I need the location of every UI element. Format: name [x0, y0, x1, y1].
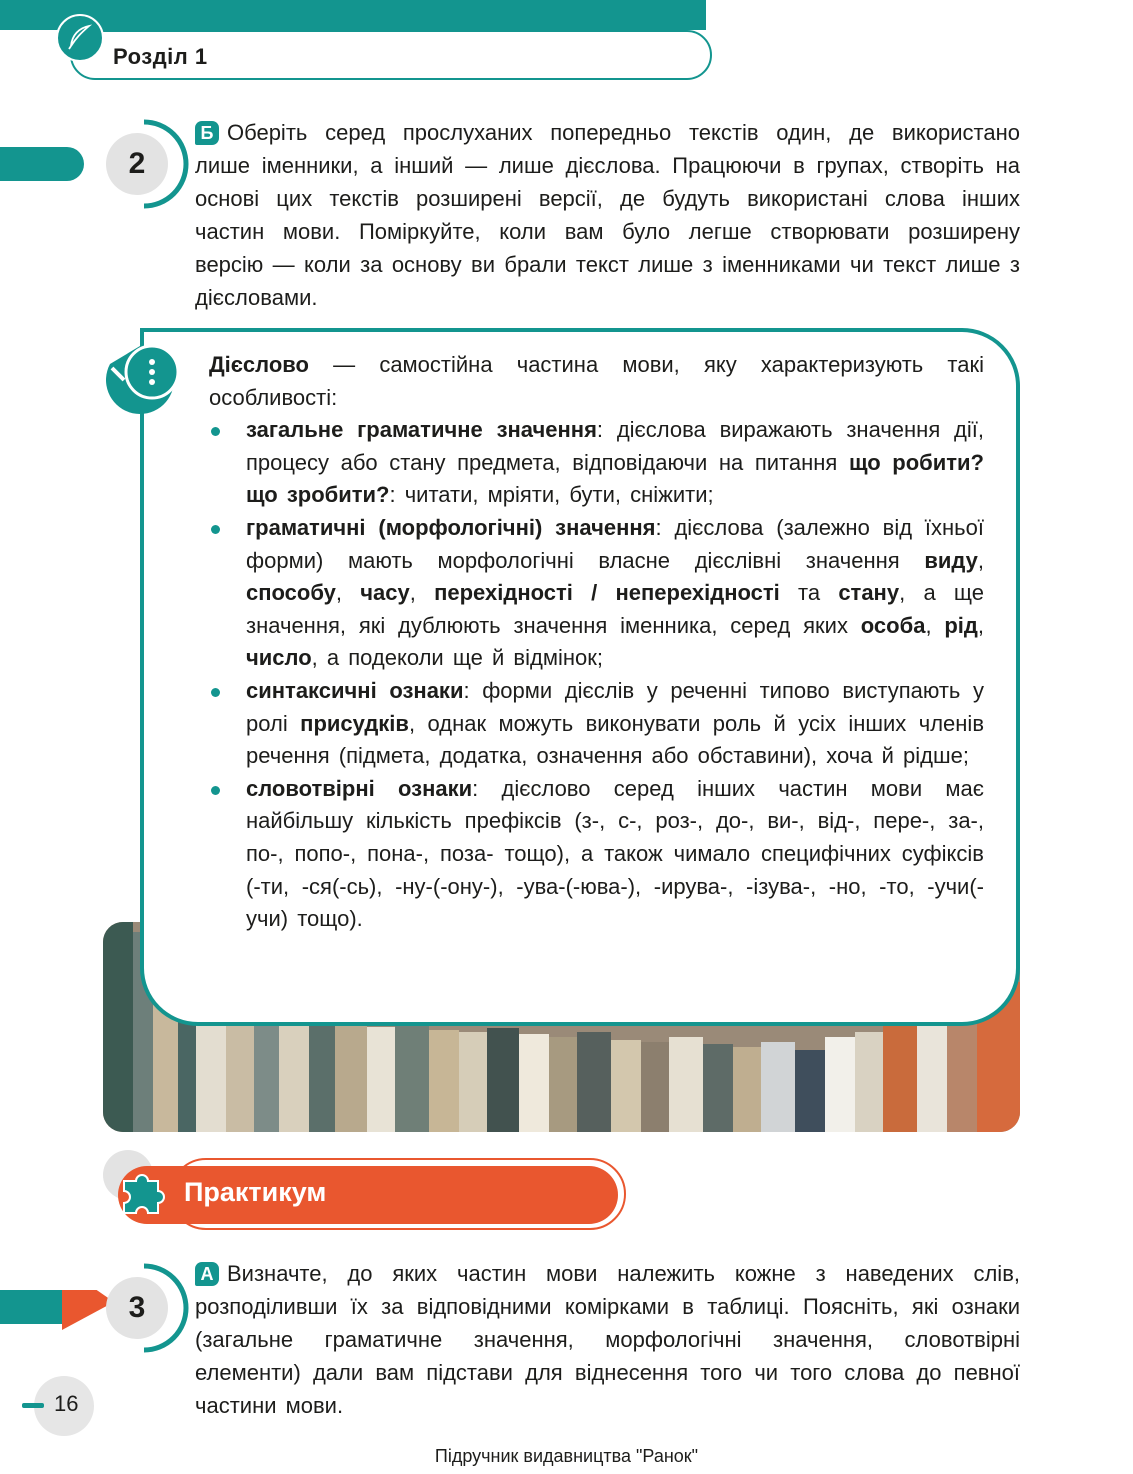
list-item: [209, 512, 984, 675]
item-bold: виду: [924, 547, 978, 573]
item-text: ,: [925, 612, 945, 638]
item-bold: рід: [944, 612, 978, 638]
list-item: [209, 773, 984, 936]
item-text: : читати, мріяти, бути, сніжити;: [389, 482, 714, 508]
task-2-body: Оберіть серед прослуханих попередньо текстів один, де використано лише іменники, а інший — лише дієслова. Працюючи в групах, створіть на основі цих текстів розширені версії, де будуть використані слова інших частин мови. Поміркуйте, коли вам було легше створювати розширену версію — коли за основу ви брали текст лише з іменниками чи текст лише з дієсловами.: [195, 120, 1020, 310]
task-2-text: [195, 116, 1020, 314]
item-bold: перехідності / неперехідності: [434, 580, 780, 606]
item-text: ,: [335, 580, 361, 606]
item-bold: присудків: [300, 710, 409, 736]
task-3-text: [195, 1257, 1020, 1422]
item-text: ,: [409, 580, 435, 606]
footer: Підручник видавництва "Ранок": [434, 1446, 699, 1466]
info-icon: [100, 340, 186, 420]
item-text: : форми дієслів у реченні типово виступають у ролі: [246, 677, 985, 736]
item-text: , однак можуть виконувати роль й усіх інших членів речення (підмета, додатка, означення або обставини), хоча й рідше;: [246, 710, 985, 769]
item-text: : дієслово серед інших частин мови має найбільшу кількість префіксів (з-, с-, роз-, до-, ви-, від-, пере-, за-, по-, попо-, пона-, поза- тощо), а також чимало специфічних суфіксів (-ти, -ся(-сь), -ну-(-ону-), -ува-(-юва-), -ирува-, -ізува-, -но, -то, -учи(-учи) тощо).: [246, 775, 984, 932]
item-heading: словотвірні ознаки: [246, 775, 473, 801]
item-text: ,: [977, 612, 984, 638]
list-item: [209, 675, 984, 773]
task-letter-badge: А: [195, 1262, 219, 1286]
header-bar: [0, 0, 706, 30]
task-number: 2: [106, 133, 168, 195]
item-heading: синтаксичні ознаки: [246, 677, 464, 703]
item-text: : дієслова виражають значення дії, процесу або стану предмета, відповідаючи на питання: [246, 417, 984, 475]
task-3-body: Визначте, до яких частин мови належить кожне з наведених слів, розподіливши їх за відповідними комірками в таблиці. Поясніть, які ознаки (загальне граматичне значення, морфологічні значення, словотвірні елементи) дали вам підстави для віднесення того чи того слова до певної частини мови.: [195, 1261, 1020, 1418]
item-bold: число: [246, 645, 312, 671]
list-item: [209, 414, 984, 512]
task-number: 3: [106, 1277, 168, 1339]
item-heading: загальне граматичне значення: [246, 417, 597, 443]
item-bold: стану: [838, 580, 900, 606]
info-content: [209, 349, 984, 936]
features-list: [209, 414, 984, 936]
definition-text: — самостійна частина мови, яку характеризують такі особливості:: [209, 352, 984, 410]
item-bold: що робити? що зробити?: [246, 449, 984, 508]
section-title: Розділ 1: [113, 44, 208, 69]
task-letter-badge: Б: [195, 121, 219, 145]
item-text: , а подеколи ще й відмінок;: [311, 645, 603, 671]
definition: [209, 349, 984, 414]
item-text: : дієслова (залежно від їхньої форми) мають морфологічні власне дієслівні значення: [246, 514, 984, 573]
page-dash: [22, 1403, 44, 1408]
item-heading: граматичні (морфологічні) значення: [246, 514, 656, 540]
item-text: та: [779, 580, 839, 606]
practicum-title: Практикум: [184, 1177, 327, 1207]
feather-icon: [56, 14, 104, 62]
puzzle-icon: [116, 1163, 172, 1219]
term: Дієслово: [209, 352, 309, 377]
item-bold: особа: [860, 612, 926, 638]
item-bold: способу: [246, 580, 336, 606]
item-text: ,: [977, 547, 984, 573]
item-bold: часу: [360, 580, 410, 606]
task-side-tab: [0, 147, 84, 181]
page-number: 16: [54, 1391, 79, 1416]
item-text: , а ще значення, які дублюють значення іменника, серед яких: [246, 580, 985, 638]
